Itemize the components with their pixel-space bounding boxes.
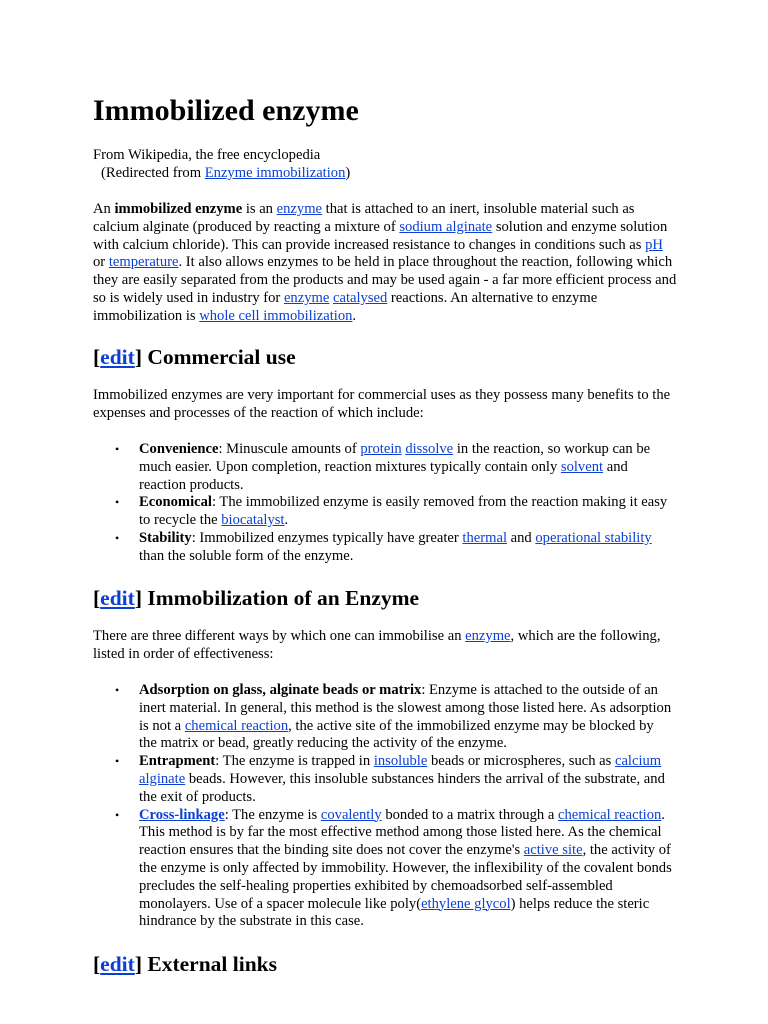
text: , the active site of the immobilized enzyme may be blocked by the matrix or bead, greatly reducing the activity of the enzyme. [139,717,654,752]
text: than the soluble form of the enzyme. [139,547,354,564]
link-active-site[interactable]: active site [523,842,583,859]
text: : The immobilized enzyme is easily removed from the reaction making it easy to recycle the [139,494,668,529]
edit-link[interactable]: edit [100,345,135,369]
text: solution and enzyme solution with calcium chloride). This can provide increased resistance to changes in conditions such as [93,218,668,253]
text: . [284,512,289,529]
edit-link[interactable]: edit [100,586,135,610]
text: : Minuscule amounts of [218,441,361,457]
text: . [352,307,357,324]
tagline-block [93,147,678,183]
bullet: • [115,683,120,697]
text: and [507,529,536,546]
bullet: • [115,495,120,510]
page-title: Immobilized enzyme [93,94,359,127]
link-chemical-reaction[interactable]: chemical reaction [184,717,289,734]
link-sodium-alginate[interactable]: sodium alginate [399,218,493,235]
text: . This method is by far the most effective method among those listed here. As the chemical reaction ensures that the binding site does not cover the enzyme's [139,806,665,859]
link-insoluble[interactable]: insoluble [373,753,428,770]
text: . It also allows enzymes to be held in place throughout the reaction, following which they are easily separated from the products and may be used again - a far more efficient process and so is widely used in industry for [93,254,677,306]
commercial-intro: Immobilized enzymes are very important for commercial uses as they possess many benefits to the expenses and processes of the reaction of which include: [93,387,671,421]
redirect-suffix: ) [345,164,351,181]
section-heading-commercial-use [93,343,296,371]
text: reactions. An alternative to enzyme immobilization is [93,289,598,324]
bullet: • [115,754,120,769]
link-ethylene-glycol[interactable]: ethylene glycol [421,895,511,912]
benefits-list [93,441,678,566]
text: There are three different ways by which one can immobilise an [93,628,466,644]
list-item [93,753,674,806]
link-enzyme-3[interactable]: enzyme [465,628,511,644]
link-enzyme-2[interactable]: enzyme [283,289,330,306]
text: , the activity of the enzyme is only affected by immobility. However, the inflexibility of the covalent bonds precludes the self-healing properties exhibited by chemoadsorbed self-assembled monolayers. Use of a spacer molecule like poly( [139,842,672,912]
text: An [93,201,115,217]
immobilization-intro [93,628,678,664]
text: , which are the following, listed in order of effectiveness: [93,628,661,662]
text: is an [242,201,277,217]
list-item [93,441,674,494]
link-dissolve[interactable]: dissolve [405,441,454,457]
link-ph[interactable]: pH [645,236,663,253]
section-title: Commercial use [141,345,296,369]
link-operational-stability[interactable]: operational stability [535,529,652,546]
link-protein[interactable]: protein [360,441,402,457]
text: : The enzyme is [224,806,321,823]
text: beads. However, this insoluble substances hinders the arrival of the substrate, and the exit of products. [139,770,665,805]
list-item [93,494,674,530]
list-item [93,530,674,566]
redirect-notice [93,165,678,183]
text: ) helps reduce the steric hindrance by the substrate in this case. [139,895,650,930]
bracket: [ [93,586,101,610]
bracket: ] [134,952,142,976]
section-heading-immobilization [93,584,419,612]
text: beads or microspheres, such as [427,753,615,770]
bullet: • [115,530,120,545]
bold-term: Stability [139,529,192,546]
bracket: [ [93,345,101,369]
edit-link[interactable]: edit [100,952,135,976]
bracket: ] [134,345,142,369]
link-catalysed[interactable]: catalysed [332,289,388,306]
link-calcium-alginate[interactable]: calcium alginate [139,753,662,787]
text: that is attached to an inert, insoluble material such as calcium alginate (produced by reacting a mixture of [93,201,635,235]
bullet: • [115,807,120,822]
text: bonded to a matrix through a [381,806,558,823]
link-cross-linkage[interactable]: Cross-linkage [139,806,225,823]
list-item [93,682,674,753]
link-biocatalyst[interactable]: biocatalyst [221,512,285,529]
link-chemical-reaction-2[interactable]: chemical reaction [557,806,662,823]
link-temperature[interactable]: temperature [108,254,179,271]
link-enzyme[interactable]: enzyme [276,201,323,217]
text: : Enzyme is attached to the outside of an inert material. In general, this method is the slowest among those listed here. As adsorption is not a [139,682,672,734]
link-covalently[interactable]: covalently [320,806,382,823]
bold-term: Convenience [139,441,219,457]
bracket: ] [134,586,142,610]
bold-term: Economical [139,494,212,511]
redirect-link[interactable]: Enzyme immobilization [204,164,346,181]
text: or [93,254,109,271]
bullet: • [115,442,120,456]
text: : The enzyme is trapped in [215,753,374,770]
list-item [93,807,674,932]
text: in the reaction, so workup can be much easier. Upon completion, reaction mixtures typically contain only [139,441,651,475]
text: and reaction products. [139,458,628,493]
text: : Immobilized enzymes typically have greater [191,529,463,546]
redirect-prefix: (Redirected from [101,164,205,181]
section-title: External links [141,952,277,976]
bold-term: Entrapment [139,753,216,770]
methods-list [93,682,678,931]
link-solvent[interactable]: solvent [560,458,604,475]
section-heading-external-links [93,950,277,978]
link-thermal[interactable]: thermal [462,529,507,546]
site-tagline: From Wikipedia, the free encyclopedia [93,147,321,163]
bracket: [ [93,952,101,976]
link-whole-cell-immobilization[interactable]: whole cell immobilization [199,307,353,324]
bold-term: Adsorption on glass, alginate beads or matrix [139,682,422,698]
bold-term: immobilized enzyme [114,201,243,217]
intro-paragraph [93,201,678,326]
section-title: Immobilization of an Enzyme [141,586,420,610]
